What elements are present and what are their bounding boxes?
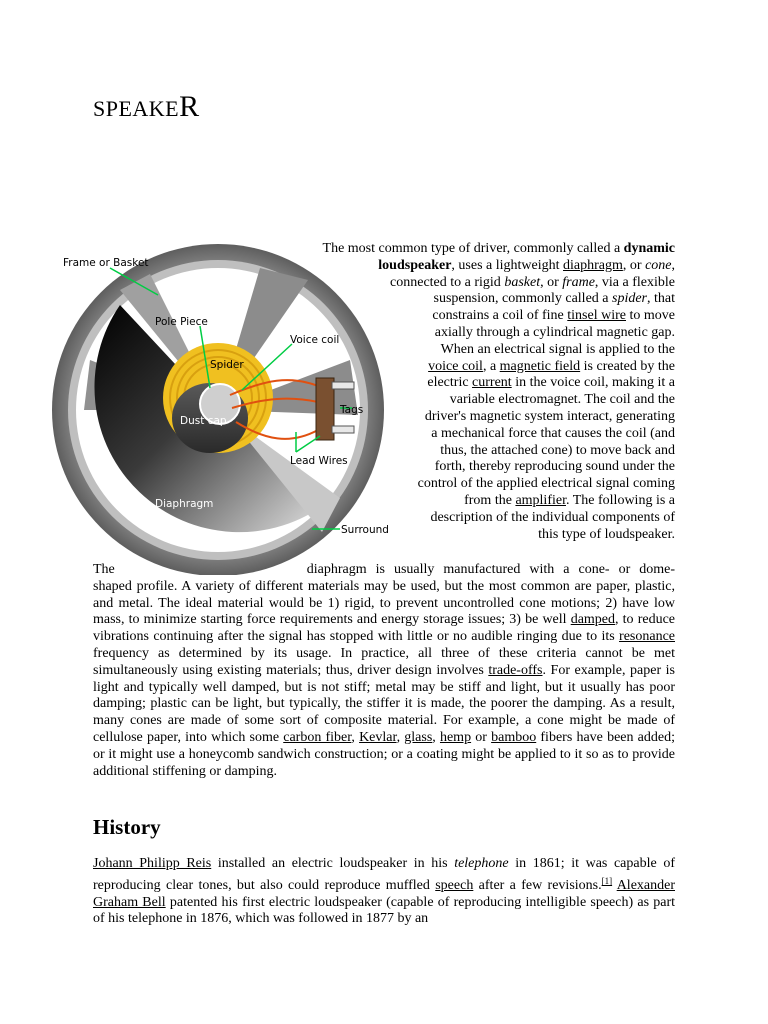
history-heading: History <box>93 815 161 839</box>
label-diaphragm: Diaphragm <box>155 498 214 510</box>
link-bamboo[interactable]: bamboo <box>491 729 537 745</box>
link-diaphragm[interactable]: diaphragm <box>563 257 623 273</box>
link-damped[interactable]: damped <box>570 612 616 628</box>
page-title: SPEAKER <box>93 90 200 123</box>
label-frame-basket: Frame or Basket <box>63 257 149 269</box>
link-glass[interactable]: glass <box>404 729 433 745</box>
label-voice-coil: Voice coil <box>290 334 340 346</box>
link-amplifier[interactable]: amplifier <box>515 492 566 508</box>
link-speech[interactable]: speech <box>435 877 474 893</box>
link-resonance[interactable]: resonance <box>619 629 675 645</box>
label-surround: Surround <box>341 524 389 536</box>
label-dust-cap: Dust cap <box>180 415 227 427</box>
intro-text: The most common type of driver, commonly called a dynamic loudspeaker, uses a lightweight diaphragm, or cone, connected to a rigid basket, or frame, via a flexible suspension, commonly called a spider, that constrains a coil of fine tinsel wire to move axially through a cylindrical magnetic gap. When an electrical signal is applied to the voice coil, a magnetic field is created by the electric current in the voice coil, making it a variable electromagnet. The coil and the driver's magnetic system interact, generating a mechanical force that causes the coil (and thus, the attached cone) to move back and forth, thereby reproducing sound under the control of the applied electrical signal coming from the amplifier. The following is a description of the individual components of this type of loudspeaker. <box>322 241 675 542</box>
link-johann-philipp-reis[interactable]: Johann Philipp Reis <box>93 856 212 871</box>
label-pole-piece: Pole Piece <box>155 316 208 328</box>
link-kevlar[interactable]: Kevlar <box>359 729 397 745</box>
link-voice-coil[interactable]: voice coil <box>428 358 483 374</box>
link-hemp[interactable]: hemp <box>439 729 472 745</box>
link-tinsel-wire[interactable]: tinsel wire <box>567 308 626 324</box>
label-lead-wires: Lead Wires <box>290 455 348 467</box>
link-alexander-graham-bell[interactable]: Alexander Graham Bell <box>93 877 675 910</box>
link-current[interactable]: current <box>472 375 512 391</box>
link-carbon-fiber[interactable]: carbon fiber <box>283 729 352 745</box>
reference-link[interactable]: [1] <box>601 875 613 886</box>
diaphragm-paragraph: The diaphragm is usually manufactured with a cone- or dome- shaped profile. A variety of different materials may be used, but the most common are paper, plastic, and metal. The ideal material would be 1) rigid, to prevent uncontrolled cone motions; 2) have low mass, to minimize starting force requirements and energy storage issues; 3) be well damped, to reduce vibrations continuing after the signal has stopped with little or no audible ringing due to its resonance frequency as determined by its usage. In practice, all three of these criteria cannot be met simultaneously using existing materials; thus, driver design involves trade-offs. For example, paper is light and typically well damped, but is not stiff; metal may be stiff and light, but it usually has poor damping; plastic can be light, but typically, the stiffer it is made, the poorer the damping. As a result, many cones are made of some sort of composite material. For example, a cone might be made of cellulose paper, into which some carbon fiber, Kevlar, glass, hemp or bamboo fibers have been added; or it might use a honeycomb sandwich construction; or a coating might be applied to it so as to provide additional stiffening or damping. <box>93 562 676 779</box>
link-trade-offs[interactable]: trade-offs <box>488 662 543 678</box>
history-paragraph: Johann Philipp Reis installed an electric loudspeaker in his telephone in 1861; it was capable of reproducing clear tones, but also could reproduce muffled speech after a few revisions.[1] Alexander Graham Bell patented his first electric loudspeaker (capable of reproducing intelligible speech) as part of his telephone in 1876, which was followed in 1877 by an <box>93 856 676 927</box>
label-spider: Spider <box>210 359 244 371</box>
link-magnetic-field[interactable]: magnetic field <box>499 358 581 374</box>
label-tags: Tags <box>340 404 364 416</box>
